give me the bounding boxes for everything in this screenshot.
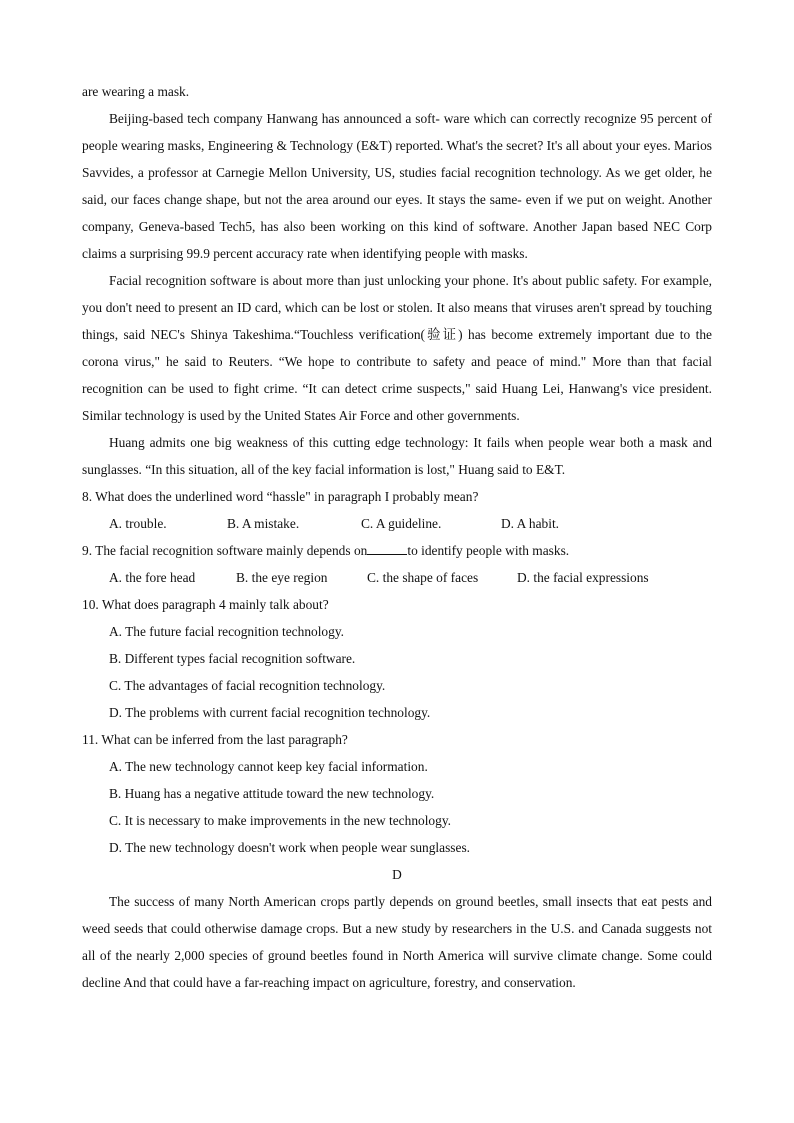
question-9-stem: [82, 537, 712, 564]
question-10-option-d: D. The problems with current facial recognition technology.: [109, 705, 431, 720]
passage-c-paragraph-3: Huang admits one big weakness of this cutting edge technology: It fails when people wear both a mask and sunglasses. “In this situation, all of the key facial information is lost," Huang said to E&T.: [82, 435, 712, 477]
passage-c-paragraph-2: Facial recognition software is about more than just unlocking your phone. It's about public safety. For example, you don't need to present an ID card, which can be lost or stolen. It also means that viruses aren't spread by touching things, said NEC's Shinya Takeshima.“Touchless verification(验证) has become extremely important due to the corona virus," he said to Reuters. “We hope to contribute to safety and peace of mind." More than that facial recognition can be used to fight crime. “It can detect crime suspects," said Huang Lei, Hanwang's vice president. Similar technology is used by the United States Air Force and other governments.: [82, 273, 712, 423]
question-10-option-c: C. The advantages of facial recognition technology.: [109, 678, 386, 693]
passage-d-heading: D: [392, 867, 402, 882]
question-9-options: [82, 564, 712, 591]
passage-c-fragment: are wearing a mask.: [82, 84, 190, 99]
question-8-option-a: A. trouble.: [109, 516, 167, 531]
question-8-option-d: D. A habit.: [501, 516, 560, 531]
question-10-option-b: B. Different types facial recognition software.: [109, 651, 356, 666]
question-10-option-a: A. The future facial recognition technology.: [109, 624, 344, 639]
question-9-stem-before: 9. The facial recognition software mainly depends on: [82, 543, 368, 558]
question-11-option-c: C. It is necessary to make improvements in the new technology.: [109, 813, 451, 828]
question-10-stem: 10. What does paragraph 4 mainly talk about?: [82, 597, 329, 612]
question-11-option-b: B. Huang has a negative attitude toward the new technology.: [109, 786, 435, 801]
question-11-stem: 11. What can be inferred from the last paragraph?: [82, 732, 348, 747]
document-page: [82, 78, 712, 996]
question-8-options: [82, 510, 712, 537]
question-11-option-a: A. The new technology cannot keep key facial information.: [109, 759, 428, 774]
question-9-option-a: A. the fore head: [109, 570, 196, 585]
question-11-option-d: D. The new technology doesn't work when people wear sunglasses.: [109, 840, 471, 855]
passage-d-paragraph-1: The success of many North American crops partly depends on ground beetles, small insects that eat pests and weed seeds that could otherwise damage crops. But a new study by researchers in the U.S. and Canada suggests not all of the nearly 2,000 species of ground beetles found in North America will survive climate change. Some could decline And that could have a far-reaching impact on agriculture, forestry, and conservation.: [82, 894, 712, 990]
question-8-option-b: B. A mistake.: [227, 516, 300, 531]
question-9-option-c: C. the shape of faces: [367, 570, 479, 585]
question-9-stem-after: to identify people with masks.: [407, 543, 570, 558]
passage-c-paragraph-1: Beijing-based tech company Hanwang has announced a soft- ware which can correctly recognize 95 percent of people wearing masks, Engineering & Technology (E&T) reported. What's the secret? It's all about your eyes. Marios Savvides, a professor at Carnegie Mellon University, US, studies facial recognition technology. As we get older, he said, our faces change shape, but not the area around our eyes. It stays the same- even if we put on weight. Another company, Geneva-based Tech5, has also been working on this kind of software. Another Japan based NEC Corp claims a surprising 99.9 percent accuracy rate when identifying people with masks.: [82, 111, 712, 261]
question-8-stem: 8. What does the underlined word “hassle" in paragraph I probably mean?: [82, 489, 479, 504]
question-8-option-c: C. A guideline.: [361, 516, 442, 531]
question-9-option-b: B. the eye region: [236, 570, 328, 585]
question-9-option-d: D. the facial expressions: [517, 570, 649, 585]
answer-blank: [367, 542, 407, 555]
